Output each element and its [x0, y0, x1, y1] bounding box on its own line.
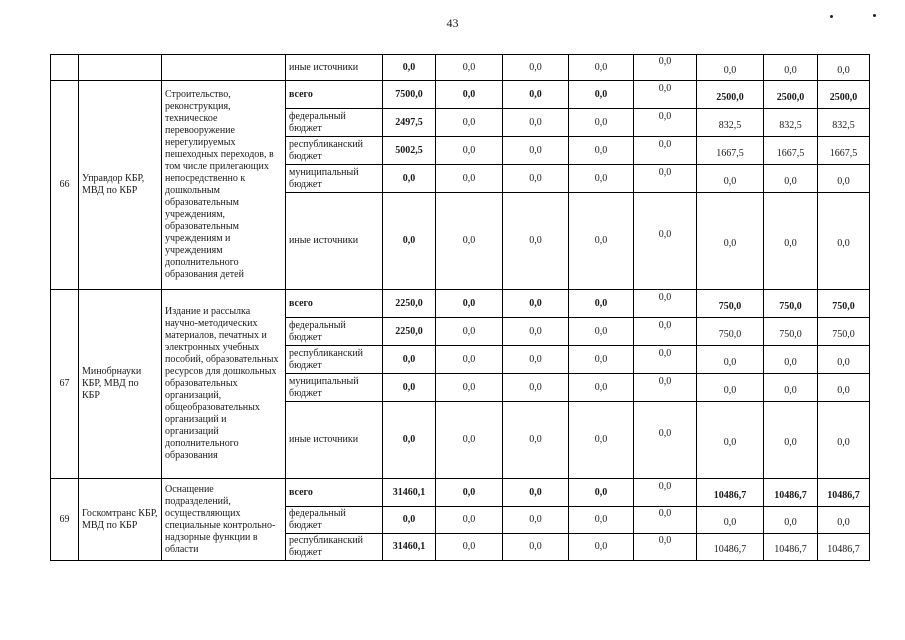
executor-cell: Госкомтранс КБР, МВД по КБР	[79, 479, 162, 561]
value-cell	[436, 193, 503, 290]
value-cell-value: 832,5	[718, 119, 742, 131]
value-cell-value: 0,0	[462, 172, 476, 184]
value-cell-value: 0,0	[402, 353, 416, 365]
value-cell-value: 10486,7	[827, 489, 860, 501]
funding-source-cell: муниципальный бюджет	[286, 374, 383, 402]
value-cell	[818, 534, 870, 561]
value-cell	[764, 290, 818, 318]
value-cell	[503, 109, 569, 137]
value-cell	[634, 290, 697, 318]
activity-cell: Строительство, реконструкция, техническое перевооружение нерегулируемых пешеходных переходов, в том числе прилегающих непосредственно к дошкольным образовательным учреждениям, образовательным учреждениям и учреждениям дополнительного образования детей	[162, 81, 286, 290]
value-cell-value: 5002,5	[395, 144, 423, 156]
value-cell-value: 1667,5	[776, 147, 805, 159]
value-cell-value: 0,0	[658, 291, 672, 303]
value-cell	[569, 165, 634, 193]
value-cell	[383, 374, 436, 402]
value-cell	[764, 137, 818, 165]
funding-source-cell: муниципальный бюджет	[286, 165, 383, 193]
value-cell	[503, 479, 569, 507]
value-cell-value: 10486,7	[774, 489, 807, 501]
value-cell-value: 0,0	[462, 381, 476, 393]
value-cell	[634, 346, 697, 374]
funding-source-cell: иные источники	[286, 402, 383, 479]
value-cell	[764, 193, 818, 290]
value-cell	[436, 165, 503, 193]
value-cell	[383, 402, 436, 479]
value-cell	[818, 374, 870, 402]
value-cell	[697, 193, 764, 290]
value-cell	[764, 374, 818, 402]
value-cell	[569, 346, 634, 374]
executor-cell	[79, 55, 162, 81]
value-cell-value: 0,0	[529, 116, 542, 128]
value-cell-value: 0,0	[784, 356, 797, 368]
value-cell	[697, 507, 764, 534]
value-cell-value: 0,0	[594, 541, 608, 552]
value-cell-value: 0,0	[529, 434, 542, 445]
value-cell-value: 0,0	[658, 480, 672, 492]
value-cell	[818, 109, 870, 137]
value-cell	[569, 290, 634, 318]
value-cell-value: 0,0	[658, 428, 672, 439]
value-cell	[436, 137, 503, 165]
value-cell	[697, 290, 764, 318]
value-cell-value: 750,0	[718, 300, 742, 312]
value-cell-value: 0,0	[529, 235, 542, 246]
value-cell	[569, 193, 634, 290]
value-cell-value: 0,0	[658, 508, 672, 519]
value-cell-value: 1667,5	[716, 147, 744, 159]
value-cell-value: 10486,7	[827, 544, 860, 555]
value-cell	[764, 507, 818, 534]
value-cell-value: 0,0	[594, 172, 608, 184]
value-cell	[569, 318, 634, 346]
value-cell-value: 0,0	[462, 88, 476, 100]
value-cell	[569, 374, 634, 402]
value-cell	[503, 165, 569, 193]
value-cell-value: 0,0	[462, 486, 476, 498]
value-cell-value: 0,0	[837, 356, 850, 368]
value-cell-value: 0,0	[837, 175, 850, 187]
value-cell-value: 0,0	[594, 353, 608, 365]
value-cell-value: 750,0	[779, 300, 802, 312]
value-cell	[634, 165, 697, 193]
value-cell-value: 0,0	[402, 172, 416, 184]
value-cell-value: 0,0	[529, 486, 542, 498]
value-cell	[383, 81, 436, 109]
value-cell-value: 0,0	[594, 61, 608, 73]
value-cell	[383, 290, 436, 318]
value-cell	[764, 55, 818, 81]
funding-source-cell: всего	[286, 290, 383, 318]
value-cell	[818, 81, 870, 109]
funding-source-cell: республиканский бюджет	[286, 137, 383, 165]
value-cell-value: 0,0	[658, 110, 672, 122]
funding-source-cell: всего	[286, 479, 383, 507]
value-cell	[436, 346, 503, 374]
value-cell	[697, 318, 764, 346]
value-cell-value: 0,0	[784, 384, 797, 396]
value-cell-value: 0,0	[594, 116, 608, 128]
value-cell	[383, 109, 436, 137]
value-cell	[818, 346, 870, 374]
activity-cell	[162, 55, 286, 81]
funding-source-cell: республиканский бюджет	[286, 534, 383, 561]
value-cell-value: 0,0	[462, 61, 476, 73]
value-cell	[569, 534, 634, 561]
value-cell-value: 0,0	[723, 384, 737, 396]
value-cell-value: 0,0	[658, 375, 672, 387]
value-cell	[436, 402, 503, 479]
value-cell	[503, 290, 569, 318]
value-cell-value: 0,0	[594, 486, 608, 498]
value-cell-value: 2497,5	[395, 116, 423, 128]
value-cell-value: 0,0	[529, 172, 542, 184]
value-cell-value: 0,0	[594, 88, 608, 100]
page-number: 43	[446, 16, 459, 30]
value-cell-value: 0,0	[784, 517, 797, 528]
row-number-cell: 69	[51, 479, 79, 561]
value-cell-value: 0,0	[658, 535, 672, 546]
value-cell	[569, 81, 634, 109]
value-cell	[697, 81, 764, 109]
value-cell	[697, 374, 764, 402]
funding-source-cell: федеральный бюджет	[286, 318, 383, 346]
value-cell	[436, 290, 503, 318]
value-cell	[436, 479, 503, 507]
value-cell-value: 2500,0	[776, 91, 805, 103]
value-cell-value: 31460,1	[392, 486, 426, 498]
value-cell	[383, 479, 436, 507]
value-cell-value: 0,0	[529, 325, 542, 337]
value-cell	[436, 507, 503, 534]
value-cell	[764, 81, 818, 109]
value-cell-value: 0,0	[658, 347, 672, 359]
value-cell	[697, 165, 764, 193]
value-cell	[383, 193, 436, 290]
value-cell	[697, 479, 764, 507]
value-cell	[634, 193, 697, 290]
table-row	[51, 479, 870, 507]
value-cell-value: 0,0	[529, 514, 542, 525]
value-cell	[634, 55, 697, 81]
row-number-cell	[51, 55, 79, 81]
value-cell	[697, 402, 764, 479]
value-cell-value: 0,0	[837, 384, 850, 396]
value-cell	[634, 507, 697, 534]
value-cell-value: 0,0	[529, 61, 542, 73]
value-cell	[697, 55, 764, 81]
table-row	[51, 81, 870, 109]
value-cell	[634, 534, 697, 561]
value-cell-value: 0,0	[462, 325, 476, 337]
value-cell	[503, 55, 569, 81]
value-cell-value: 0,0	[658, 138, 672, 150]
value-cell	[569, 109, 634, 137]
scan-speck	[873, 14, 876, 17]
value-cell-value: 0,0	[462, 434, 476, 445]
value-cell-value: 7500,0	[395, 88, 423, 100]
value-cell-value: 0,0	[723, 238, 737, 249]
value-cell-value: 0,0	[462, 353, 476, 365]
value-cell-value: 10486,7	[713, 489, 747, 501]
value-cell-value: 750,0	[832, 328, 855, 340]
executor-cell: Минобрнауки КБР, МВД по КБР	[79, 290, 162, 479]
value-cell	[569, 55, 634, 81]
value-cell	[764, 402, 818, 479]
value-cell	[383, 137, 436, 165]
value-cell-value: 0,0	[529, 541, 542, 552]
value-cell-value: 1667,5	[829, 147, 858, 159]
value-cell-value: 0,0	[462, 514, 476, 525]
value-cell-value: 0,0	[402, 514, 416, 525]
value-cell-value: 750,0	[718, 328, 742, 340]
value-cell-value: 0,0	[723, 64, 737, 76]
value-cell-value: 750,0	[832, 300, 855, 312]
value-cell	[697, 534, 764, 561]
value-cell-value: 0,0	[529, 381, 542, 393]
value-cell-value: 0,0	[462, 541, 476, 552]
value-cell	[697, 109, 764, 137]
value-cell-value: 0,0	[462, 297, 476, 309]
budget-table	[50, 54, 870, 561]
row-number-cell: 67	[51, 290, 79, 479]
value-cell	[383, 55, 436, 81]
value-cell	[634, 402, 697, 479]
value-cell	[503, 346, 569, 374]
value-cell-value: 0,0	[658, 166, 672, 178]
value-cell	[634, 109, 697, 137]
value-cell	[634, 318, 697, 346]
funding-source-cell: всего	[286, 81, 383, 109]
value-cell	[436, 534, 503, 561]
value-cell	[436, 318, 503, 346]
value-cell	[436, 81, 503, 109]
value-cell-value: 2500,0	[829, 91, 858, 103]
value-cell	[818, 165, 870, 193]
value-cell-value: 0,0	[658, 55, 672, 67]
value-cell-value: 0,0	[784, 437, 797, 448]
value-cell-value: 0,0	[784, 64, 797, 76]
value-cell-value: 0,0	[529, 88, 542, 100]
value-cell-value: 0,0	[462, 116, 476, 128]
value-cell	[503, 402, 569, 479]
row-number-cell: 66	[51, 81, 79, 290]
value-cell	[764, 318, 818, 346]
value-cell-value: 0,0	[658, 319, 672, 331]
value-cell	[818, 290, 870, 318]
value-cell	[818, 55, 870, 81]
value-cell-value: 0,0	[402, 381, 416, 393]
value-cell-value: 0,0	[837, 238, 850, 249]
value-cell	[818, 137, 870, 165]
value-cell-value: 0,0	[402, 235, 416, 246]
funding-source-cell: иные источники	[286, 55, 383, 81]
value-cell	[436, 109, 503, 137]
value-cell	[436, 374, 503, 402]
value-cell	[818, 193, 870, 290]
value-cell	[436, 55, 503, 81]
value-cell-value: 0,0	[402, 434, 416, 445]
value-cell	[818, 479, 870, 507]
value-cell-value: 2250,0	[395, 325, 423, 337]
value-cell	[764, 165, 818, 193]
value-cell-value: 0,0	[658, 82, 672, 94]
value-cell-value: 0,0	[723, 356, 737, 368]
value-cell-value: 0,0	[594, 434, 608, 445]
value-cell-value: 0,0	[462, 235, 476, 246]
value-cell	[569, 507, 634, 534]
scan-speck	[830, 15, 833, 18]
value-cell	[503, 318, 569, 346]
value-cell	[764, 534, 818, 561]
funding-source-cell: республиканский бюджет	[286, 346, 383, 374]
value-cell-value: 10486,7	[774, 544, 807, 555]
value-cell-value: 0,0	[529, 353, 542, 365]
value-cell	[383, 318, 436, 346]
value-cell	[569, 479, 634, 507]
value-cell-value: 0,0	[462, 144, 476, 156]
value-cell-value: 0,0	[784, 175, 797, 187]
value-cell	[634, 81, 697, 109]
funding-source-cell: федеральный бюджет	[286, 109, 383, 137]
value-cell-value: 0,0	[594, 381, 608, 393]
activity-cell: Издание и рассылка научно-методических материалов, печатных и электронных учебных пособий, образовательных ресурсов для дошкольных образовательных организаций, общеобразовательных организаций и организаций дополнительного образования	[162, 290, 286, 479]
value-cell	[634, 137, 697, 165]
funding-source-cell: иные источники	[286, 193, 383, 290]
value-cell-value: 0,0	[594, 144, 608, 156]
value-cell	[569, 137, 634, 165]
value-cell-value: 0,0	[837, 517, 850, 528]
value-cell-value: 31460,1	[392, 541, 426, 552]
value-cell	[764, 109, 818, 137]
value-cell-value: 0,0	[837, 437, 850, 448]
value-cell-value: 750,0	[779, 328, 802, 340]
value-cell-value: 10486,7	[713, 544, 747, 555]
value-cell	[764, 479, 818, 507]
table-row	[51, 290, 870, 318]
value-cell-value: 0,0	[402, 61, 416, 73]
value-cell	[503, 81, 569, 109]
value-cell-value: 0,0	[594, 235, 608, 246]
value-cell	[569, 402, 634, 479]
value-cell-value: 0,0	[594, 325, 608, 337]
value-cell-value: 0,0	[658, 229, 672, 240]
value-cell-value: 0,0	[723, 175, 737, 187]
executor-cell: Управдор КБР, МВД по КБР	[79, 81, 162, 290]
value-cell	[503, 374, 569, 402]
value-cell-value: 0,0	[784, 238, 797, 249]
funding-source-cell: федеральный бюджет	[286, 507, 383, 534]
value-cell	[697, 346, 764, 374]
value-cell-value: 0,0	[529, 297, 542, 309]
value-cell-value: 2500,0	[716, 91, 744, 103]
value-cell	[383, 346, 436, 374]
value-cell	[634, 479, 697, 507]
value-cell	[503, 507, 569, 534]
value-cell-value: 0,0	[529, 144, 542, 156]
value-cell	[503, 137, 569, 165]
table-row	[51, 55, 870, 81]
value-cell	[818, 318, 870, 346]
value-cell	[697, 137, 764, 165]
value-cell	[634, 374, 697, 402]
value-cell	[383, 534, 436, 561]
value-cell	[503, 534, 569, 561]
value-cell-value: 832,5	[832, 119, 855, 131]
value-cell	[818, 507, 870, 534]
activity-cell: Оснащение подразделений, осуществляющих специальные контрольно-надзорные функции в области	[162, 479, 286, 561]
value-cell	[383, 165, 436, 193]
value-cell	[383, 507, 436, 534]
value-cell-value: 832,5	[779, 119, 802, 131]
value-cell-value: 2250,0	[395, 297, 423, 309]
value-cell	[503, 193, 569, 290]
value-cell-value: 0,0	[723, 437, 737, 448]
value-cell	[764, 346, 818, 374]
value-cell-value: 0,0	[723, 517, 737, 528]
value-cell-value: 0,0	[594, 514, 608, 525]
value-cell-value: 0,0	[594, 297, 608, 309]
value-cell	[818, 402, 870, 479]
value-cell-value: 0,0	[837, 64, 850, 76]
